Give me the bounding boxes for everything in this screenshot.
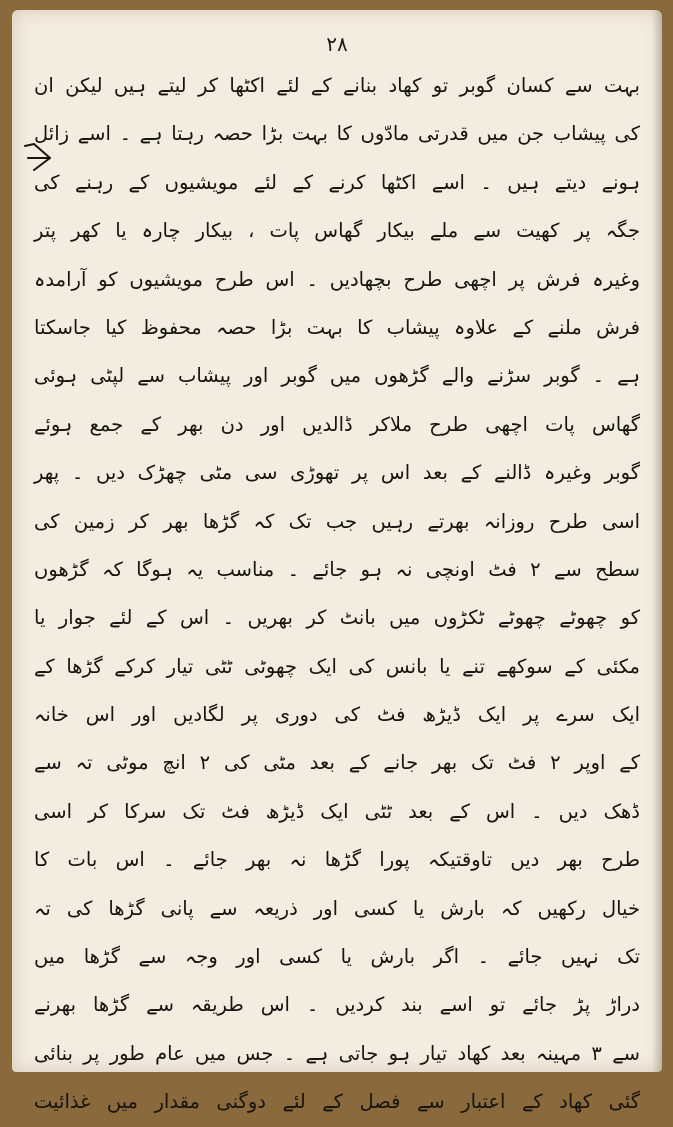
text-line: سطح سے ۲ فٹ اونچی نہ ہو جائے ۔ مناسب یہ ہوگا کہ گڑھوں — [34, 557, 640, 581]
text-line: تک نہیں جائے ۔ اگر بارش یا کسی اور وجہ سے گڑھا میں — [34, 945, 640, 969]
document-page — [12, 10, 662, 1114]
binding-shadow — [652, 10, 662, 1072]
text-line: مکئی کے سوکھے تنے یا بانس کی ایک چھوٹی ٹٹی تیار کرکے گڑھا کے — [34, 654, 640, 678]
text-line: سے ۳ مہینہ بعد کھاد تیار ہو جاتی ہے ۔ جس میں عام طور پر بنائی — [34, 1041, 640, 1065]
text-line: فرش ملنے کے علاوہ پیشاب کا بہت بڑا حصہ محفوظ کیا جاسکتا — [34, 315, 640, 339]
text-line: گھاس پات اچھی طرح ملاکر ڈالدیں اور دن بھر کے جمع ہوئے — [34, 412, 640, 436]
text-line: گئی کھاد کے اعتبار سے فصل کے لئے دوگنی مقدار میں غذائیت — [34, 1090, 640, 1114]
text-line: کی پیشاب جن میں قدرتی مادّوں کا بہت بڑا حصہ رہتا ہے ۔ اسے زائل — [34, 122, 640, 146]
text-line: خیال رکھیں کہ بارش یا کسی اور ذریعہ سے پانی گڑھا کی تہ — [34, 896, 640, 920]
text-line: کے اوپر ۲ فٹ تک بھر جانے کے بعد مٹی کی ۲ انچ موٹی تہ سے — [34, 751, 640, 775]
text-line: طرح بھر دیں تاوقتیکہ پورا گڑھا نہ بھر جائے ۔ اس بات کا — [34, 848, 640, 872]
text-line: دراڑ پڑ جائے تو اسے بند کردیں ۔ اس طریقہ سے گڑھا بھرنے — [34, 993, 640, 1017]
body-text — [34, 62, 640, 1127]
text-line: ڈھک دیں ۔ اس کے بعد ٹٹی ایک ڈیڑھ فٹ تک سرکا کر اسی — [34, 799, 640, 823]
text-line: گوبر وغیرہ ڈالنے کے بعد اس پر تھوڑی سی مٹی چھڑک دیں ۔ پھر — [34, 461, 640, 485]
text-line: کو چھوٹے چھوٹے ٹکڑوں میں بانٹ کر بھریں ۔ اس کے لئے جوار یا — [34, 606, 640, 630]
text-line: اسی طرح روزانہ بھرتے رہیں جب تک کہ گڑھا بھر کر زمین کی — [34, 509, 640, 533]
text-line: ایک سرے پر ایک ڈیڑھ فٹ کی دوری پر لگادیں اور اس خانہ — [34, 703, 640, 727]
text-line: وغیرہ فرش پر اچھی طرح بچھادیں ۔ اس طرح مویشیوں کو آرامدہ — [34, 267, 640, 291]
text-line: بہت سے کسان گوبر تو کھاد بنانے کے لئے اکٹھا کر لیتے ہیں لیکن ان — [34, 74, 640, 97]
text-line: ہے ۔ گوبر سڑنے والے گڑھوں میں گوبر اور پیشاب سے لپٹی ہوئی — [34, 364, 640, 388]
page-number: ۲۸ — [326, 32, 348, 56]
text-line: جگہ پر کھیت سے ملے بیکار گھاس پات ، بیکار چارہ یا کھر پتر — [34, 219, 640, 243]
text-line: ہونے دیتے ہیں ۔ اسے اکٹھا کرنے کے لئے مویشیوں کے رہنے کی — [34, 170, 640, 194]
